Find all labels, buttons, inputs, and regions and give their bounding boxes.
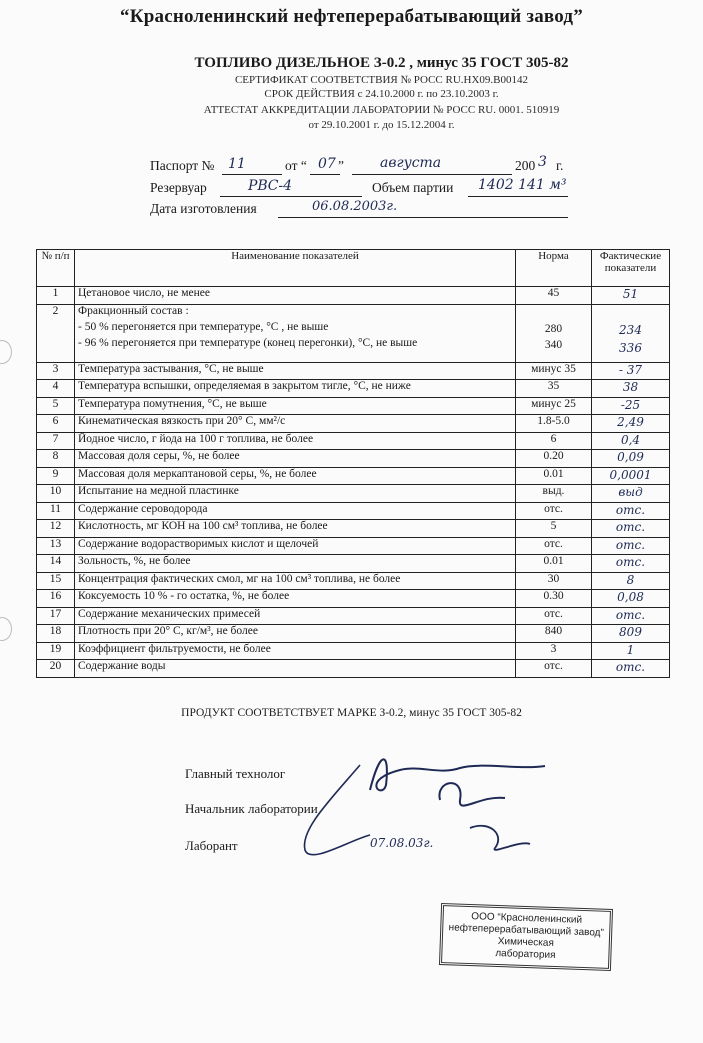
stamp-line: лаборатория [495, 947, 556, 962]
row-actual: отс. [592, 660, 670, 678]
conformity-statement: ПРОДУКТ СООТВЕТСТВУЕТ МАРКЕ З-0.2, минус 35 ГОСТ 305-82 [181, 707, 522, 719]
table-row [37, 467, 670, 485]
row-norm: отс. [516, 502, 592, 520]
row-norm: 45 [516, 287, 592, 305]
reservoir-label: Резервуар [150, 180, 207, 195]
punch-hole-mark [0, 617, 12, 641]
certificate-number: СЕРТИФИКАТ СООТВЕТСТВИЯ № РОСС RU.HX09.В00142 [234, 74, 529, 86]
row-name: Содержание воды [75, 660, 516, 678]
row-actual: отс. [592, 555, 670, 573]
row-name: Испытание на медной пластинке [75, 485, 516, 503]
row-norm-sub: 340 [544, 338, 563, 351]
manufacture-date-label: Дата изготовления [150, 201, 257, 216]
table-row [37, 450, 670, 468]
row-norm: минус 25 [516, 397, 592, 415]
table-row [37, 642, 670, 660]
table-row [37, 362, 670, 380]
row-num: 17 [37, 607, 75, 625]
table-row [37, 397, 670, 415]
punch-hole-mark [0, 340, 12, 364]
row-actual-sub: 234 [619, 322, 642, 337]
row-name: Цетановое число, не менее [75, 287, 516, 305]
row-num: 8 [37, 450, 75, 468]
row-actual: 0,08 [592, 590, 670, 608]
row-num: 15 [37, 572, 75, 590]
table-row [37, 304, 670, 362]
row-actual: отс. [592, 502, 670, 520]
chief-technologist-label: Главный технолог [185, 766, 286, 781]
row-norm: 0.01 [516, 467, 592, 485]
row-name: Температура помутнения, °С, не выше [75, 397, 516, 415]
table-row [37, 625, 670, 643]
row-norm: отс. [516, 660, 592, 678]
passport-month: августа [380, 155, 442, 171]
table-row [37, 590, 670, 608]
day-close-quote: ” [338, 158, 344, 173]
year-suffix: 3 [538, 154, 547, 170]
row-num: 18 [37, 625, 75, 643]
row-norm: минус 35 [516, 362, 592, 380]
lab-head-label: Начальник лаборатории [185, 801, 318, 816]
lab-attestation-dates: от 29.10.2001 г. до 15.12.2004 г. [308, 119, 455, 131]
row-name: Плотность при 20° С, кг/м³, не более [75, 625, 516, 643]
row-num: 14 [37, 555, 75, 573]
stamp-line: ООО “Красноленинский [471, 911, 583, 926]
table-row [37, 607, 670, 625]
row-name-sub: - 50 % перегоняется при температуре, °С , не выше [78, 320, 329, 333]
table-row [37, 537, 670, 555]
row-name-sub: - 96 % перегоняется при температуре (конец перегонки), °С, не выше [78, 336, 418, 349]
row-name: Содержание сероводорода [75, 502, 516, 520]
header-name: Наименование показателей [75, 250, 516, 287]
row-num: 10 [37, 485, 75, 503]
row-name: Содержание механических примесей [75, 607, 516, 625]
row-actual: отс. [592, 607, 670, 625]
lab-assistant-label: Лаборант [185, 838, 238, 853]
row-norm-sub: 280 [544, 322, 563, 335]
row-name: Йодное число, г йода на 100 г топлива, не более [75, 432, 516, 450]
row-norm: 35 [516, 380, 592, 398]
row-num: 16 [37, 590, 75, 608]
row-actual: 0,09 [592, 450, 670, 468]
row-actual: отс. [592, 520, 670, 538]
row-norm: 1.8-5.0 [516, 415, 592, 433]
row-actual: 2,49 [592, 415, 670, 433]
row-name: Кинематическая вязкость при 20° С, мм²/с [75, 415, 516, 433]
row-name: Массовая доля серы, %, не более [75, 450, 516, 468]
row-num: 11 [37, 502, 75, 520]
row-num: 19 [37, 642, 75, 660]
table-row [37, 380, 670, 398]
row-num: 4 [37, 380, 75, 398]
certificate-validity: СРОК ДЕЙСТВИЯ с 24.10.2000 г. по 23.10.2003 г. [264, 88, 499, 100]
indicators-table [36, 249, 670, 678]
reservoir-value: РВС-4 [248, 178, 293, 194]
header-num: № п/п [37, 250, 75, 287]
row-norm: выд. [516, 485, 592, 503]
table-row [37, 520, 670, 538]
row-actual: 0,0001 [592, 467, 670, 485]
table-row [37, 572, 670, 590]
row-norm: отс. [516, 607, 592, 625]
table-row [37, 660, 670, 678]
row-actual: -25 [592, 397, 670, 415]
row-num: 12 [37, 520, 75, 538]
row-name: Кислотность, мг КОН на 100 см³ топлива, не более [75, 520, 516, 538]
row-actual: отс. [592, 537, 670, 555]
row-num: 5 [37, 397, 75, 415]
row-actual: 809 [592, 625, 670, 643]
table-row [37, 485, 670, 503]
table-row [37, 287, 670, 305]
table-row [37, 432, 670, 450]
row-name: Температура застывания, °С, не выше [75, 362, 516, 380]
row-num: 1 [37, 287, 75, 305]
row-num: 20 [37, 660, 75, 678]
row-actual: 8 [592, 572, 670, 590]
row-norm [516, 304, 592, 362]
passport-number: 11 [228, 156, 246, 172]
row-norm: 3 [516, 642, 592, 660]
row-name: Массовая доля меркаптановой серы, %, не более [75, 467, 516, 485]
row-name: Коэффициент фильтруемости, не более [75, 642, 516, 660]
row-num: 2 [37, 304, 75, 362]
header-actual: Фактические показатели [592, 250, 670, 287]
row-name: Температура вспышки, определяемая в закрытом тигле, °С, не ниже [75, 380, 516, 398]
row-norm: 6 [516, 432, 592, 450]
row-name: Коксуемость 10 % - го остатка, %, не более [75, 590, 516, 608]
row-num: 3 [37, 362, 75, 380]
signatures-handwriting [290, 740, 580, 870]
row-actual: 0,4 [592, 432, 670, 450]
row-num: 7 [37, 432, 75, 450]
row-norm: 0.30 [516, 590, 592, 608]
row-num: 6 [37, 415, 75, 433]
row-name [75, 304, 516, 362]
passport-day: 07 [318, 156, 336, 172]
row-norm: 0.20 [516, 450, 592, 468]
row-name-main: Фракционный состав : [78, 304, 189, 317]
year-prefix: 200 [515, 158, 536, 173]
stamp-line: нефтеперерабатывающий завод” [448, 922, 604, 939]
table-row [37, 555, 670, 573]
product-title: ТОПЛИВО ДИЗЕЛЬНОЕ З-0.2 , минус 35 ГОСТ 305-82 [194, 55, 569, 71]
row-norm: отс. [516, 537, 592, 555]
passport-label: Паспорт № [150, 158, 215, 173]
row-num: 13 [37, 537, 75, 555]
batch-label: Объем партии [372, 180, 454, 195]
lab-assistant-date: 07.08.03г. [370, 836, 434, 850]
batch-value: 1402 141 м³ [478, 177, 567, 193]
row-name: Содержание водорастворимых кислот и щелочей [75, 537, 516, 555]
row-actual-sub: 336 [619, 340, 642, 355]
header-norm: Норма [516, 250, 592, 287]
row-actual: выд [592, 485, 670, 503]
lab-attestation: АТТЕСТАТ АККРЕДИТАЦИИ ЛАБОРАТОРИИ № РОСС RU. 0001. 510919 [203, 104, 560, 116]
row-actual [592, 304, 670, 362]
table-row [37, 502, 670, 520]
row-norm: 5 [516, 520, 592, 538]
organization-title: “Красноленинский нефтеперерабатывающий завод” [120, 6, 583, 27]
manufacture-date-value: 06.08.2003г. [312, 199, 398, 214]
row-norm: 0.01 [516, 555, 592, 573]
row-num: 9 [37, 467, 75, 485]
from-label: от “ [285, 158, 307, 173]
row-actual: - 37 [592, 362, 670, 380]
stamp-line: Химическая [497, 936, 555, 949]
row-name: Концентрация фактических смол, мг на 100 см³ топлива, не более [75, 572, 516, 590]
row-name: Зольность, %, не более [75, 555, 516, 573]
row-actual: 38 [592, 380, 670, 398]
row-actual: 1 [592, 642, 670, 660]
row-norm: 30 [516, 572, 592, 590]
year-unit: г. [556, 158, 564, 173]
row-norm: 840 [516, 625, 592, 643]
row-actual: 51 [592, 287, 670, 305]
table-row [37, 415, 670, 433]
laboratory-stamp [439, 903, 613, 971]
